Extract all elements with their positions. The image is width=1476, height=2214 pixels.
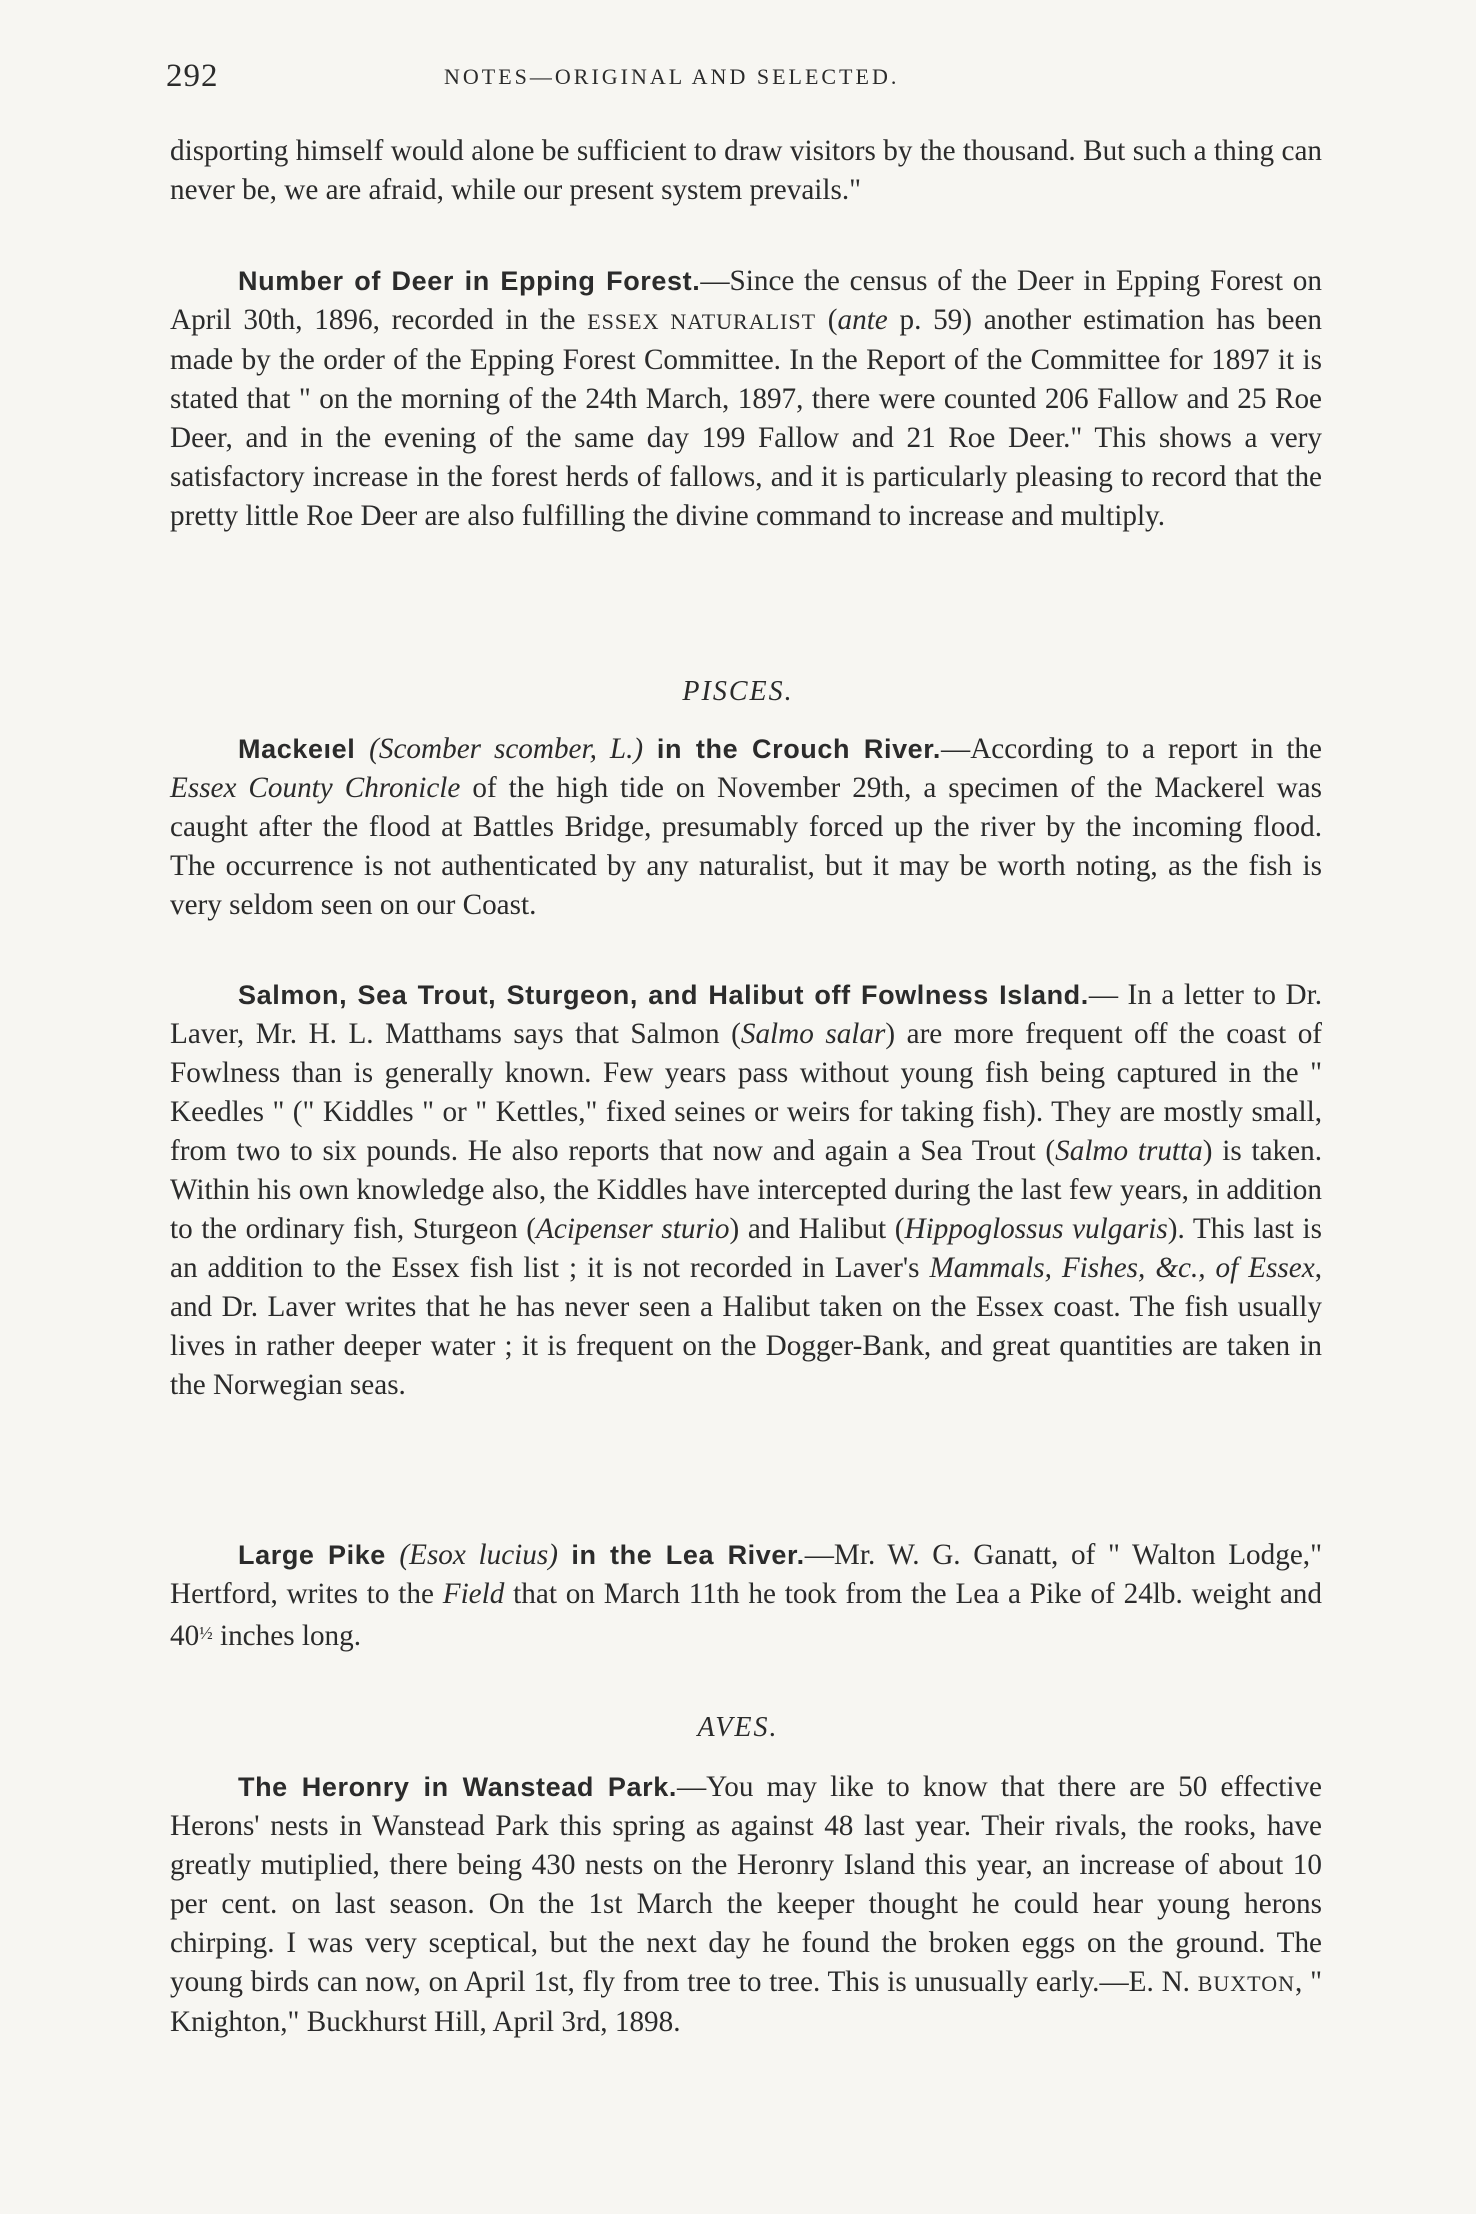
heronry-title: The Heronry in Wanstead Park. [238, 1772, 677, 1802]
mackerel-latin: (Scomber scomber, L.) [369, 733, 644, 765]
salmon-note [170, 976, 1322, 1405]
heronry-note [170, 1768, 1322, 2042]
deer-paragraph [170, 262, 1322, 536]
pike-title-b: in the Lea River. [557, 1540, 805, 1570]
section-heading-pisces: PISCES. [682, 676, 794, 707]
salmon-text-e: ). This last is an addition to the Essex fish list ; it is not recorded in Laver's [170, 1213, 1323, 1284]
pike-text-a: —Mr. W. G. Ganatt, of " Walton Lodge," Hertford, writes to the [170, 1539, 1322, 1610]
salmon-latin-trutta: Salmo trutta [1055, 1135, 1203, 1167]
pike-fraction: ½ [199, 1623, 213, 1643]
intro-text: disporting himself would alone be sufficient to draw visitors by the thousand. But such a thing can never be, we are afraid, while our present system prevails." [170, 135, 1322, 206]
salmon-title: Salmon, Sea Trout, Sturgeon, and Halibut off Fowlness Island. [238, 980, 1089, 1010]
mackerel-paragraph [170, 730, 1322, 925]
deer-note [170, 262, 1322, 536]
heronry-text-a: —You may like to know that there are 50 effective Herons' nests in Wanstead Park this spring as against 48 last year. Their rivals, the rooks, have greatly mutiplied, there being 430 nests on the Heronry Island this year, an increase of about 10 per cent. on last season. On the 1st March the keeper thought he could hear young herons chirping. I was very sceptical, but the next day he found the broken eggs on the ground. The young birds can now, on April 1st, fly from tree to tree. This is unusually early.—E. N. [170, 1771, 1322, 1998]
deer-text-c: p. 59) another estimation has been made by the order of the Epping Forest Committee. In the Report of the Committee for 1897 it is stated that " on the morning of the 24th March, 1897, there were counted 206 Fallow and 25 Roe Deer, and in the evening of the same day 199 Fallow and 21 Roe Deer." This shows a very satisfactory increase in the forest herds of fallows, and it is particularly pleasing to record that the pretty little Roe Deer are also fulfilling the divine command to increase and multiply. [170, 304, 1322, 532]
mackerel-title-a: Mackeıel [238, 734, 370, 764]
salmon-latin-hippoglossus: Hippoglossus vulgaris [904, 1213, 1168, 1245]
deer-ante: ante [837, 304, 888, 336]
salmon-latin-sturio: Acipenser sturio [536, 1213, 730, 1245]
section-heading-aves: AVES. [697, 1712, 779, 1743]
salmon-text-b: ) are more frequent off the coast of Fowlness than is generally known. Few years pass without young fish being captured in the " Keedles " (" Kiddles " or " Kettles," fixed seines or weirs for taking fish). They are mostly small, from two to six pounds. He also reports that now and again a Sea Trout ( [170, 1018, 1323, 1167]
heronry-paragraph [170, 1768, 1322, 2042]
mackerel-text-b: of the high tide on November 29th, a specimen of the Mackerel was caught after the flood at Battles Bridge, presumably forced up the river by the incoming flood. The occurrence is not authenticated by any naturalist, but it may be worth noting, as the fish is very seldom seen on our Coast. [170, 772, 1322, 921]
page-number: 292 [166, 58, 219, 94]
mackerel-title-b: in the Crouch River. [643, 734, 942, 764]
mackerel-text-a: —According to a report in the [941, 733, 1322, 765]
pike-title-a: Large Pike [238, 1540, 400, 1570]
intro-paragraph [170, 132, 1322, 210]
pike-text-b: that on March 11th he took from the Lea a Pike of 24lb. weight and 40 [170, 1578, 1322, 1652]
pike-note [170, 1536, 1322, 1656]
pike-paragraph [170, 1536, 1322, 1656]
salmon-paragraph [170, 976, 1322, 1405]
pike-latin: (Esox lucius) [399, 1539, 558, 1571]
pike-text-c: inches long. [212, 1620, 362, 1652]
mackerel-note [170, 730, 1322, 925]
heronry-text-b: , " Knighton," Buckhurst Hill, April 3rd, 1898. [170, 1966, 1322, 2038]
journal-name: ESSEX NATURALIST [587, 309, 817, 334]
salmon-text-c: ) is taken. Within his own knowledge also, the Kiddles have intercepted during the last few years, in addition to the ordinary fish, Sturgeon ( [170, 1135, 1322, 1245]
running-title: NOTES—ORIGINAL AND SELECTED. [444, 64, 900, 89]
deer-text-b: ( [816, 304, 838, 336]
running-header [166, 58, 1326, 108]
deer-text-a: —Since the census of the Deer in Epping Forest on April 30th, 1896, recorded in the [170, 265, 1322, 336]
mackerel-paper: Essex County Chronicle [170, 772, 461, 804]
salmon-book-title: Mammals, Fishes, &c., of Essex [929, 1252, 1315, 1284]
salmon-text-f: , and Dr. Laver writes that he has never seen a Halibut taken on the Essex coast. The fish usually lives in rather deeper water ; it is frequent on the Dogger-Bank, and great quantities are taken in the Norwegian seas. [170, 1252, 1322, 1401]
salmon-text-d: ) and Halibut ( [729, 1213, 905, 1245]
deer-title: Number of Deer in Epping Forest. [238, 266, 701, 296]
pike-paper: Field [442, 1578, 505, 1610]
salmon-text-a: — In a letter to Dr. Laver, Mr. H. L. Matthams says that Salmon ( [170, 979, 1322, 1050]
salmon-latin-salar: Salmo salar [740, 1018, 886, 1050]
heronry-author: BUXTON [1197, 1971, 1295, 1996]
